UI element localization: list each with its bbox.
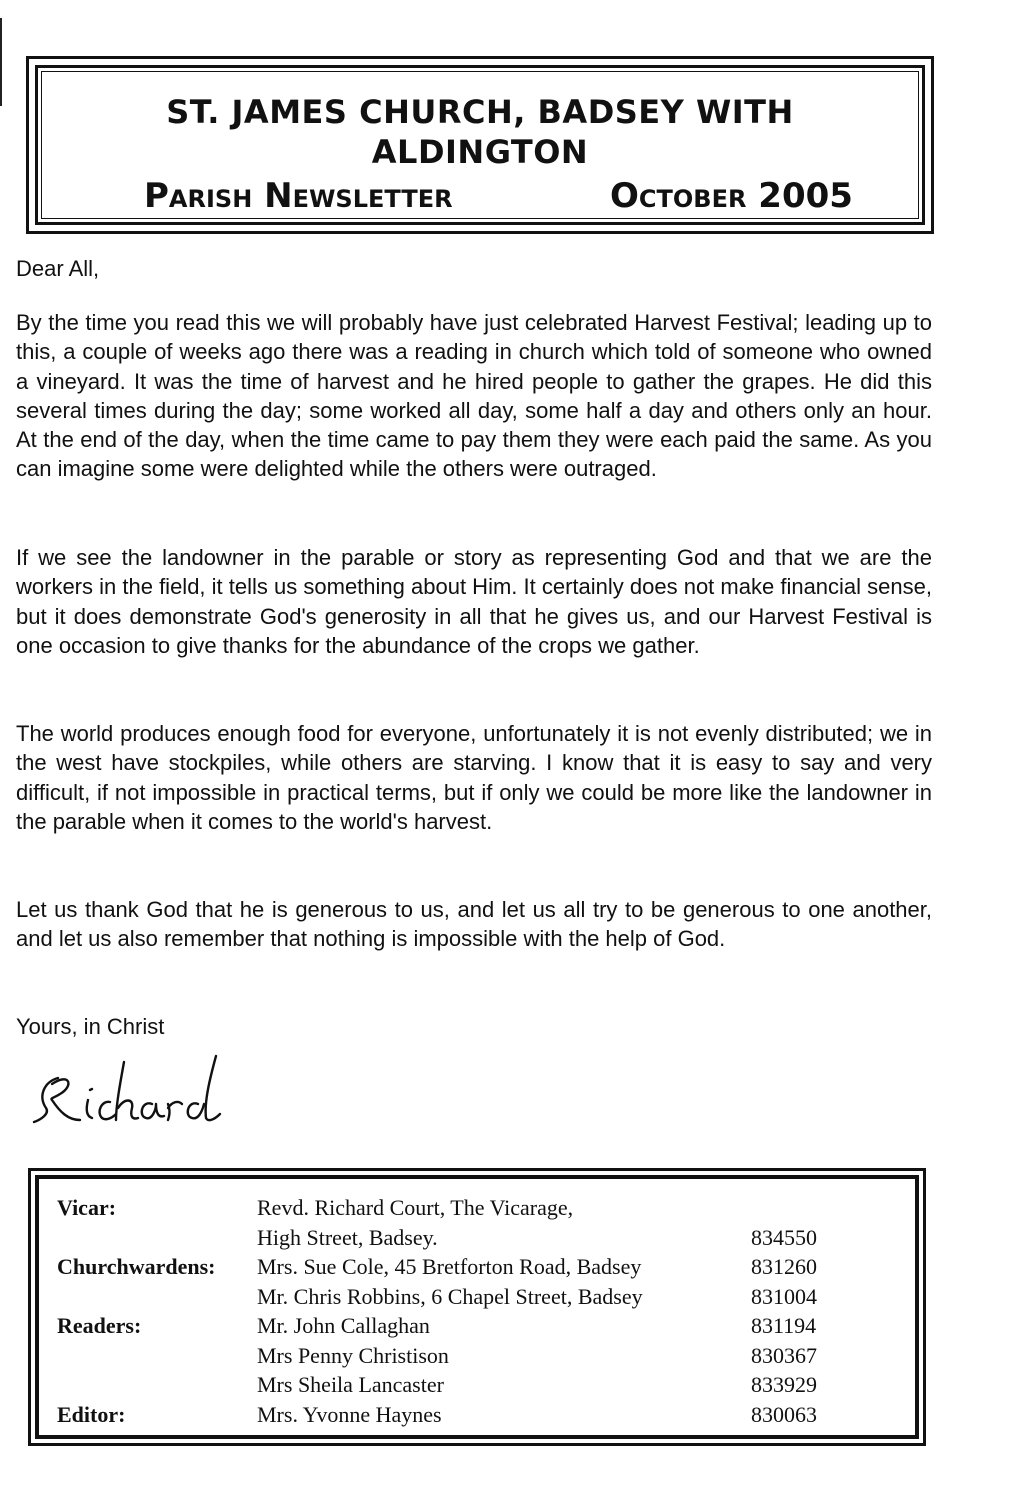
contact-role: Readers: [57, 1313, 142, 1338]
signature [30, 1050, 230, 1130]
contact-role: Editor: [57, 1401, 126, 1427]
contact-detail: Mrs Penny Christison [257, 1342, 449, 1368]
contact-detail: Mr. John Callaghan [257, 1313, 430, 1338]
contact-role [57, 1370, 257, 1400]
contact-detail: Mrs. Yvonne Haynes [257, 1401, 442, 1427]
paragraph-2: If we see the landowner in the parable or story as representing God and that we are the workers in the field, it tells us something about Him. It certainly does not make financial sense, but it does demonstrate God's generosity in all that he gives us, and our Harvest Festival is one occasion to give thanks for the abundance of the crops we gather. [16, 545, 932, 658]
issue-date: October 2005 [610, 176, 853, 216]
contact-phone: 833929 [751, 1372, 817, 1397]
contact-role: Vicar: [57, 1195, 117, 1220]
closing: Yours, in Christ [16, 1014, 165, 1039]
contact-role: Churchwardens: [57, 1254, 216, 1279]
contacts-box [28, 1168, 926, 1446]
contact-phone: 831194 [751, 1313, 817, 1338]
paragraph-4: Let us thank God that he is generous to us, and let us all try to be generous to one another, and let us also remember that nothing is impossible with the help of God. [16, 897, 932, 952]
contact-detail: Mrs Sheila Lancaster [257, 1372, 444, 1397]
header-border-inner [35, 65, 925, 225]
contact-phone: 830063 [751, 1401, 817, 1427]
contact-phone: 834550 [751, 1224, 817, 1250]
contact-row [57, 1400, 871, 1430]
contacts-inner-border [35, 1175, 919, 1439]
contact-role [57, 1223, 257, 1253]
church-title: ST. JAMES CHURCH, BADSEY WITH ALDINGTON [166, 93, 794, 171]
contact-role [57, 1341, 257, 1371]
contact-row [57, 1341, 871, 1371]
contact-detail: Mrs. Sue Cole, 45 Bretforton Road, Badsey [257, 1254, 642, 1279]
contact-phone: 830367 [751, 1342, 817, 1368]
contact-row [57, 1311, 871, 1341]
contact-row [57, 1193, 871, 1223]
contact-phone: 831260 [751, 1254, 817, 1279]
salutation: Dear All, [16, 256, 100, 281]
contact-row [57, 1370, 871, 1400]
contact-phone: 831004 [751, 1283, 817, 1309]
contact-role [57, 1282, 257, 1312]
contact-phone [751, 1193, 871, 1223]
contact-row [57, 1252, 871, 1282]
newsletter-label: Parish Newsletter [144, 176, 453, 216]
paragraph-1: By the time you read this we will probably have just celebrated Harvest Festival; leading up to this, a couple of weeks ago there was a reading in church which told of someone who owned a vineyard. It was the time of harvest and he hired people to gather the grapes. He did this several times during the day; some worked all day, some half a day and others only an hour. At the end of the day, when the time came to pay them they were each paid the same. As you can imagine some were delighted while the others were outraged. [16, 310, 932, 482]
contact-row [57, 1282, 871, 1312]
contact-detail: Revd. Richard Court, The Vicarage, [257, 1195, 574, 1220]
header-box [26, 56, 934, 234]
page-edge-line [0, 18, 2, 106]
contact-detail: High Street, Badsey. [257, 1224, 438, 1250]
contact-row [57, 1223, 871, 1253]
contact-detail: Mr. Chris Robbins, 6 Chapel Street, Badsey [257, 1283, 643, 1309]
header-content [41, 71, 919, 219]
paragraph-3: The world produces enough food for everyone, unfortunately it is not evenly distributed; we in the west have stockpiles, while others are starving. I know that it is easy to say and very difficult, if not impossible in practical terms, but if only we could be more like the landowner in the parable when it comes to the world's harvest. [16, 721, 932, 834]
contacts-table [57, 1193, 871, 1429]
